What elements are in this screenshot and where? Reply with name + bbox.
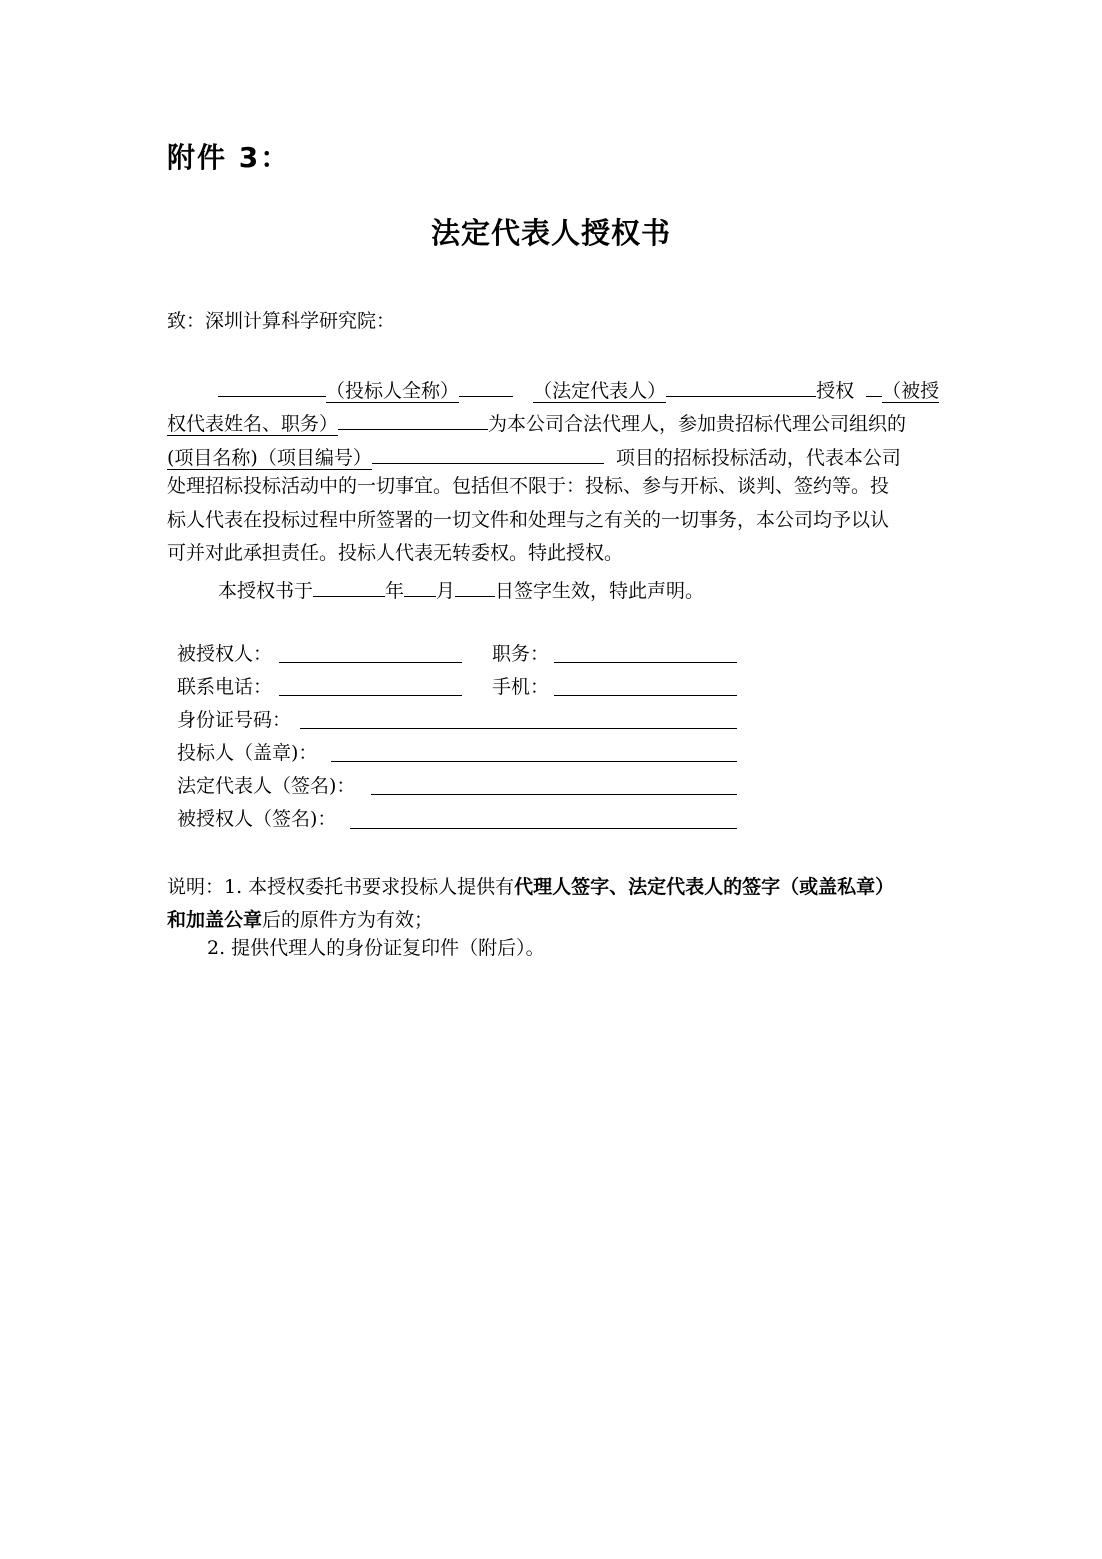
body-line-6: 可并对此承担责任。投标人代表无转委权。特此授权。 [167, 542, 624, 564]
note-bold-b: 和加盖公章 [167, 909, 263, 931]
body-line-4: 处理招标投标活动中的一切事宜。包括但不限于：投标、参与开标、谈判、签约等。投 [167, 475, 890, 497]
authorized-blank [338, 407, 488, 430]
authorize-word: 授权 [816, 380, 855, 402]
note-suffix: 后的原件方为有效； [262, 909, 434, 931]
note-line-1 [167, 875, 894, 899]
annex-label: 附件 3： [167, 141, 291, 174]
legal-rep-placeholder: （法定代表人） [533, 380, 667, 402]
day-blank [455, 574, 495, 597]
note-bold-a: 代理人签字、法定代表人的签字（或盖私章） [514, 876, 895, 898]
authorized-blank-lead [866, 374, 882, 397]
legal-rep-sign-label: 法定代表人（签名)： [177, 775, 356, 797]
bidder-seal-field[interactable] [331, 761, 737, 762]
year-label: 年 [385, 580, 405, 602]
phone-label: 联系电话： [177, 676, 273, 698]
month-label: 月 [436, 580, 456, 602]
document-title: 法定代表人授权书 [430, 216, 671, 250]
id-number-field[interactable] [300, 728, 737, 729]
legal-rep-blank [666, 374, 816, 397]
mobile-label: 手机： [492, 676, 550, 698]
authorized-sign-label: 被授权人（签名)： [177, 808, 337, 830]
phone-field[interactable] [279, 695, 462, 696]
body-line-2-text: 为本公司合法代理人，参加贵招标代理公司组织的 [488, 413, 907, 435]
day-suffix: 日签字生效，特此声明。 [495, 580, 705, 602]
bidder-name-blank [218, 374, 326, 397]
position-field[interactable] [554, 662, 737, 663]
note-prefix: 说明：1. 本授权委托书要求投标人提供有 [167, 876, 515, 898]
authorized-sign-field[interactable] [350, 828, 737, 829]
bidder-name-blank-tail [459, 374, 513, 397]
project-blank [372, 441, 604, 464]
position-label: 职务： [492, 643, 550, 665]
body-line-2 [167, 407, 906, 436]
recipient-line: 致：深圳计算科学研究院： [167, 310, 396, 332]
authorized-placeholder-a: （被授 [882, 380, 940, 402]
authorized-placeholder-b: 权代表姓名、职务） [167, 413, 339, 435]
id-number-label: 身份证号码： [177, 709, 292, 731]
month-blank [404, 574, 436, 597]
bidder-seal-label: 投标人（盖章)： [177, 742, 318, 764]
body-line-3 [167, 441, 901, 470]
authorized-person-label: 被授权人： [177, 643, 273, 665]
project-placeholder: (项目名称)（项目编号） [167, 447, 372, 469]
note-line-2 [167, 908, 433, 932]
body-line-1 [218, 374, 939, 403]
note-item-2: 2. 提供代理人的身份证复印件（附后）。 [207, 937, 545, 959]
effective-prefix: 本授权书于 [218, 580, 314, 602]
authorized-person-field[interactable] [279, 662, 462, 663]
legal-rep-sign-field[interactable] [371, 794, 737, 795]
effective-date-line [218, 574, 704, 603]
body-line-3-text: 项目的招标投标活动，代表本公司 [615, 447, 901, 469]
body-line-5: 标人代表在投标过程中所签署的一切文件和处理与之有关的一切事务，本公司均予以认 [167, 509, 890, 531]
bidder-name-placeholder: （投标人全称） [326, 380, 460, 402]
mobile-field[interactable] [554, 695, 737, 696]
year-blank [313, 574, 385, 597]
